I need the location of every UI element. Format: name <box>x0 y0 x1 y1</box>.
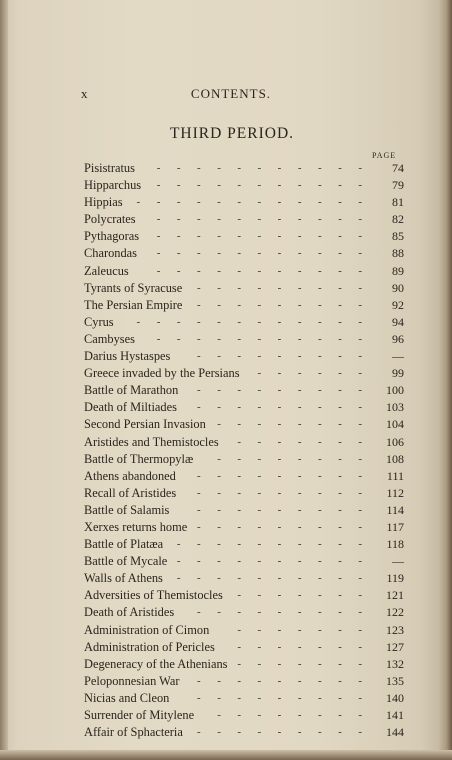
section-title: THIRD PERIOD. <box>169 125 295 142</box>
contents-entry <box>84 468 404 485</box>
dot-leader: - - - - - - <box>257 367 362 380</box>
entry-title: Affair of Sphacteria <box>84 725 183 740</box>
contents-entry <box>84 194 404 211</box>
contents-entry <box>84 228 404 245</box>
contents-entry <box>84 690 404 707</box>
entry-title: Battle of Mycale <box>84 554 168 569</box>
entry-title: Battle of Salamis <box>84 502 170 517</box>
entry-page-number: 114 <box>386 502 404 517</box>
page-bottom-edge <box>0 750 452 760</box>
entry-title: Battle of Marathon <box>84 383 179 398</box>
entry-page-number: 106 <box>386 434 404 449</box>
entry-page-number: 79 <box>392 178 404 193</box>
entry-title: Adversities of Themistocles <box>84 588 223 603</box>
page-column-heading: PAGE <box>372 151 397 160</box>
dot-leader: - - - - - - - - - <box>197 281 362 294</box>
dot-leader: - - - - - - - - <box>217 418 362 431</box>
contents-entry <box>84 314 404 331</box>
dot-leader: - - - - - - - - - <box>197 298 362 311</box>
entry-page-number: 103 <box>386 400 404 415</box>
dot-leader: - - - - - - - - <box>217 452 362 465</box>
dot-leader: - - - - - - - - - <box>197 606 362 619</box>
contents-entry <box>84 656 404 673</box>
entry-title: Administration of Cimon <box>84 622 210 637</box>
entry-page-number: 127 <box>386 639 404 654</box>
dot-leader: - - - - - - - - - - - <box>156 179 362 192</box>
entry-page-number: — <box>392 349 404 364</box>
contents-entry <box>84 622 404 639</box>
dot-leader: - - - - - - - - - - - <box>156 332 362 345</box>
entry-title: Degeneracy of the Athenians <box>84 656 228 671</box>
dot-leader: - - - - - - - - - <box>197 691 362 704</box>
dot-leader: - - - - - - - - - - - - <box>136 315 362 328</box>
contents-entry <box>84 160 404 177</box>
dot-leader: - - - - - - - - - <box>197 503 362 516</box>
entry-page-number: 121 <box>386 588 404 603</box>
contents-entry <box>84 416 404 433</box>
entry-title: Surrender of Mitylene <box>84 708 195 722</box>
contents-entry <box>84 399 404 416</box>
entry-page-number: 96 <box>392 331 404 346</box>
entry-page-number: 89 <box>392 263 404 278</box>
contents-entry <box>84 536 404 553</box>
contents-entry <box>84 365 404 382</box>
entry-title: Darius Hystaspes <box>84 349 171 364</box>
contents-entry <box>84 280 404 297</box>
contents-entry <box>84 434 404 451</box>
contents-entry <box>84 331 404 348</box>
contents-list <box>84 160 404 741</box>
dot-leader: - - - - - - - - - <box>197 486 362 499</box>
contents-entry <box>84 604 404 621</box>
entry-page-number: 135 <box>386 673 404 688</box>
entry-title: Peloponnesian War <box>84 673 180 688</box>
dot-leader: - - - - - - - - - <box>197 469 362 482</box>
entry-page-number: 123 <box>386 622 404 637</box>
contents-entry <box>84 707 404 724</box>
entry-page-number: 88 <box>392 246 404 261</box>
contents-entry <box>84 502 404 519</box>
contents-entry <box>84 451 404 468</box>
dot-leader: - - - - - - - <box>237 623 362 636</box>
contents-entry <box>84 553 404 570</box>
contents-entry <box>84 673 404 690</box>
entry-title: Walls of Athens <box>84 571 163 586</box>
dot-leader: - - - - - - - - - <box>197 674 362 687</box>
dot-leader: - - - - - - - - - - - <box>156 247 362 260</box>
entry-page-number: 108 <box>386 451 404 466</box>
entry-title: Battle of Platæa <box>84 537 164 552</box>
contents-entry <box>84 348 404 365</box>
entry-title: Nicias and Cleon <box>84 690 170 705</box>
entry-page-number: 74 <box>392 161 404 175</box>
contents-entry <box>84 177 404 194</box>
entry-title: Zaleucus <box>84 263 129 278</box>
entry-title: Athens abandoned <box>84 468 176 483</box>
dot-leader: - - - - - - - - - <box>197 520 362 533</box>
entry-title: The Persian Empire <box>84 297 183 312</box>
entry-title: Battle of Thermopylæ <box>84 451 194 466</box>
dot-leader: - - - - - - - - - <box>197 350 362 363</box>
dot-leader: - - - - - - - <box>237 589 362 602</box>
dot-leader: - - - - - - - - <box>217 709 362 721</box>
dot-leader: - - - - - - - <box>237 640 362 653</box>
dot-leader: - - - - - - - - - - <box>176 555 362 568</box>
contents-entry <box>84 297 404 314</box>
entry-page-number: 94 <box>392 314 404 329</box>
contents-entry <box>84 587 404 604</box>
entry-page-number: 104 <box>386 417 404 432</box>
entry-page-number: 81 <box>392 195 404 210</box>
running-head: CONTENTS. <box>190 86 272 101</box>
dot-leader: - - - - - - - - - <box>197 726 362 739</box>
entry-title: Tyrants of Syracuse <box>84 280 183 295</box>
entry-page-number: 144 <box>386 725 404 740</box>
dot-leader: - - - - - - - - - - - - <box>136 196 362 209</box>
entry-page-number: 132 <box>386 656 404 671</box>
entry-page-number: — <box>392 554 404 569</box>
dot-leader: - - - - - - - <box>237 435 362 448</box>
dot-leader: - - - - - - - - - - - <box>156 264 362 277</box>
entry-title: Pythagoras <box>84 229 140 244</box>
dot-leader: - - - - - - - - - - - <box>156 230 362 243</box>
dot-leader: - - - - - - - - - - - <box>156 213 362 226</box>
entry-page-number: 111 <box>386 468 404 483</box>
entry-title: Pisistratus <box>84 161 135 175</box>
entry-page-number: 117 <box>386 519 404 534</box>
entry-title: Administration of Pericles <box>84 639 215 654</box>
entry-title: Greece invaded by the Persians <box>84 366 240 381</box>
contents-entry <box>84 570 404 587</box>
entry-page-number: 100 <box>386 383 404 398</box>
entry-title: Xerxes returns home <box>84 519 188 534</box>
page-header <box>0 86 452 106</box>
entry-title: Charondas <box>84 246 137 261</box>
dot-leader: - - - - - - - - - - - <box>156 162 362 174</box>
entry-page-number: 99 <box>392 366 404 381</box>
page-fore-edge <box>438 0 452 760</box>
entry-page-number: 122 <box>386 605 404 620</box>
dot-leader: - - - - - - - - - <box>197 384 362 397</box>
dot-leader: - - - - - - - - - - <box>176 572 362 585</box>
page-number: x <box>81 86 88 101</box>
contents-entry <box>84 485 404 502</box>
entry-title: Death of Aristides <box>84 605 175 620</box>
entry-title: Hipparchus <box>84 178 142 193</box>
contents-entry <box>84 519 404 536</box>
entry-page-number: 118 <box>386 537 404 552</box>
dot-leader: - - - - - - - - - - <box>176 538 362 551</box>
page-gutter-edge <box>0 0 8 760</box>
dot-leader: - - - - - - - - - <box>197 401 362 414</box>
contents-entry <box>84 263 404 280</box>
entry-title: Polycrates <box>84 212 136 227</box>
contents-entry <box>84 724 404 741</box>
entry-title: Cyrus <box>84 314 114 329</box>
entry-title: Hippias <box>84 195 123 210</box>
dot-leader: - - - - - - - <box>237 657 362 670</box>
entry-title: Death of Miltiades <box>84 400 177 415</box>
contents-entry <box>84 639 404 656</box>
entry-page-number: 140 <box>386 690 404 705</box>
entry-page-number: 141 <box>386 708 404 722</box>
entry-page-number: 112 <box>386 485 404 500</box>
entry-page-number: 85 <box>392 229 404 244</box>
entry-page-number: 92 <box>392 297 404 312</box>
entry-page-number: 90 <box>392 280 404 295</box>
entry-title: Recall of Aristides <box>84 485 177 500</box>
entry-title: Second Persian Invasion <box>84 417 206 432</box>
entry-page-number: 82 <box>392 212 404 227</box>
entry-title: Cambyses <box>84 331 135 346</box>
entry-page-number: 119 <box>386 571 404 586</box>
entry-title: Aristides and Themistocles <box>84 434 219 449</box>
contents-entry <box>84 245 404 262</box>
contents-entry <box>84 382 404 399</box>
contents-entry <box>84 211 404 228</box>
